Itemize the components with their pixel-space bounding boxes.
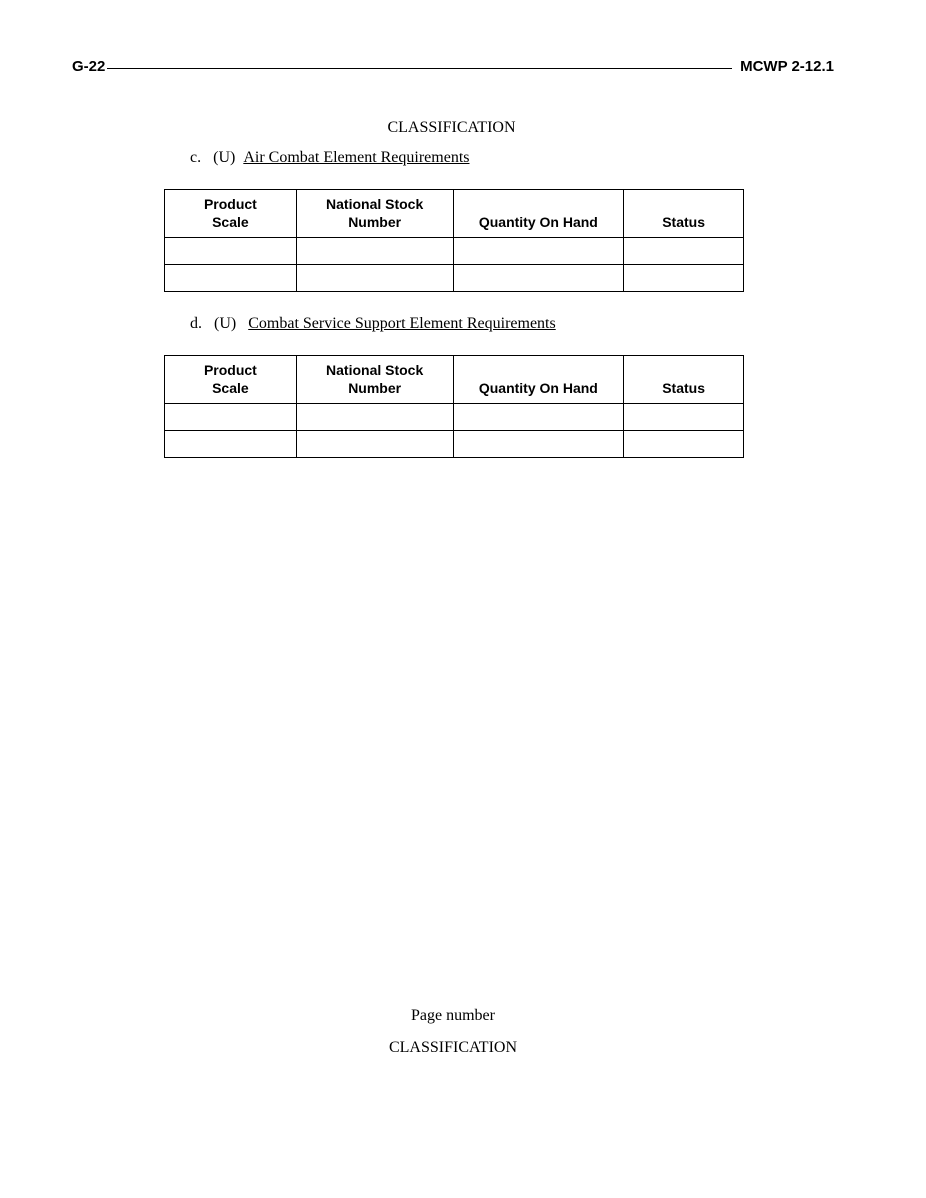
section-c-title: Air Combat Element Requirements: [243, 149, 470, 166]
table-cell[interactable]: [296, 238, 453, 265]
header-quantity-on-hand: Quantity On Hand: [453, 356, 624, 404]
section-d-marker: d.: [190, 315, 202, 332]
table-row: [165, 404, 744, 431]
header-product-scale: Product Scale: [165, 356, 297, 404]
header-status: Status: [624, 190, 744, 238]
page-number: Page number: [411, 1007, 495, 1024]
table-cell[interactable]: [624, 404, 744, 431]
header-national-stock-number: National Stock Number: [296, 190, 453, 238]
table-cell[interactable]: [453, 238, 624, 265]
table-cell[interactable]: [296, 404, 453, 431]
table-cell[interactable]: [453, 431, 624, 458]
section-d-title: Combat Service Support Element Requirements: [248, 315, 556, 332]
classification-bottom: CLASSIFICATION: [388, 1039, 517, 1056]
section-c-heading: [190, 149, 470, 167]
table-cell[interactable]: [624, 238, 744, 265]
air-combat-requirements-table: [164, 189, 744, 292]
table-row: [165, 265, 744, 292]
header-status: Status: [624, 356, 744, 404]
header-national-stock-number: National Stock Number: [296, 356, 453, 404]
table-header-row: [165, 190, 744, 238]
header-rule: [102, 68, 734, 69]
publication-id: MCWP 2-12.1: [732, 58, 834, 75]
table-cell[interactable]: [453, 265, 624, 292]
page-id: G-22: [72, 58, 106, 75]
section-c-marking: (U): [213, 149, 236, 166]
combat-service-support-requirements-table: [164, 355, 744, 458]
table-cell[interactable]: [165, 238, 297, 265]
header-quantity-on-hand: Quantity On Hand: [453, 190, 624, 238]
table-header-row: [165, 356, 744, 404]
table-row: [165, 431, 744, 458]
table-cell[interactable]: [624, 265, 744, 292]
table-cell[interactable]: [624, 431, 744, 458]
header-product-scale: Product Scale: [165, 190, 297, 238]
section-d-marking: (U): [214, 315, 237, 332]
table-row: [165, 238, 744, 265]
table-cell[interactable]: [453, 404, 624, 431]
table-cell[interactable]: [296, 265, 453, 292]
table-cell[interactable]: [296, 431, 453, 458]
classification-top: CLASSIFICATION: [387, 119, 516, 136]
page-header: [72, 58, 834, 80]
table-cell[interactable]: [165, 265, 297, 292]
table-cell[interactable]: [165, 431, 297, 458]
section-c-marker: c.: [190, 149, 202, 166]
table-cell[interactable]: [165, 404, 297, 431]
section-d-heading: [190, 315, 556, 333]
